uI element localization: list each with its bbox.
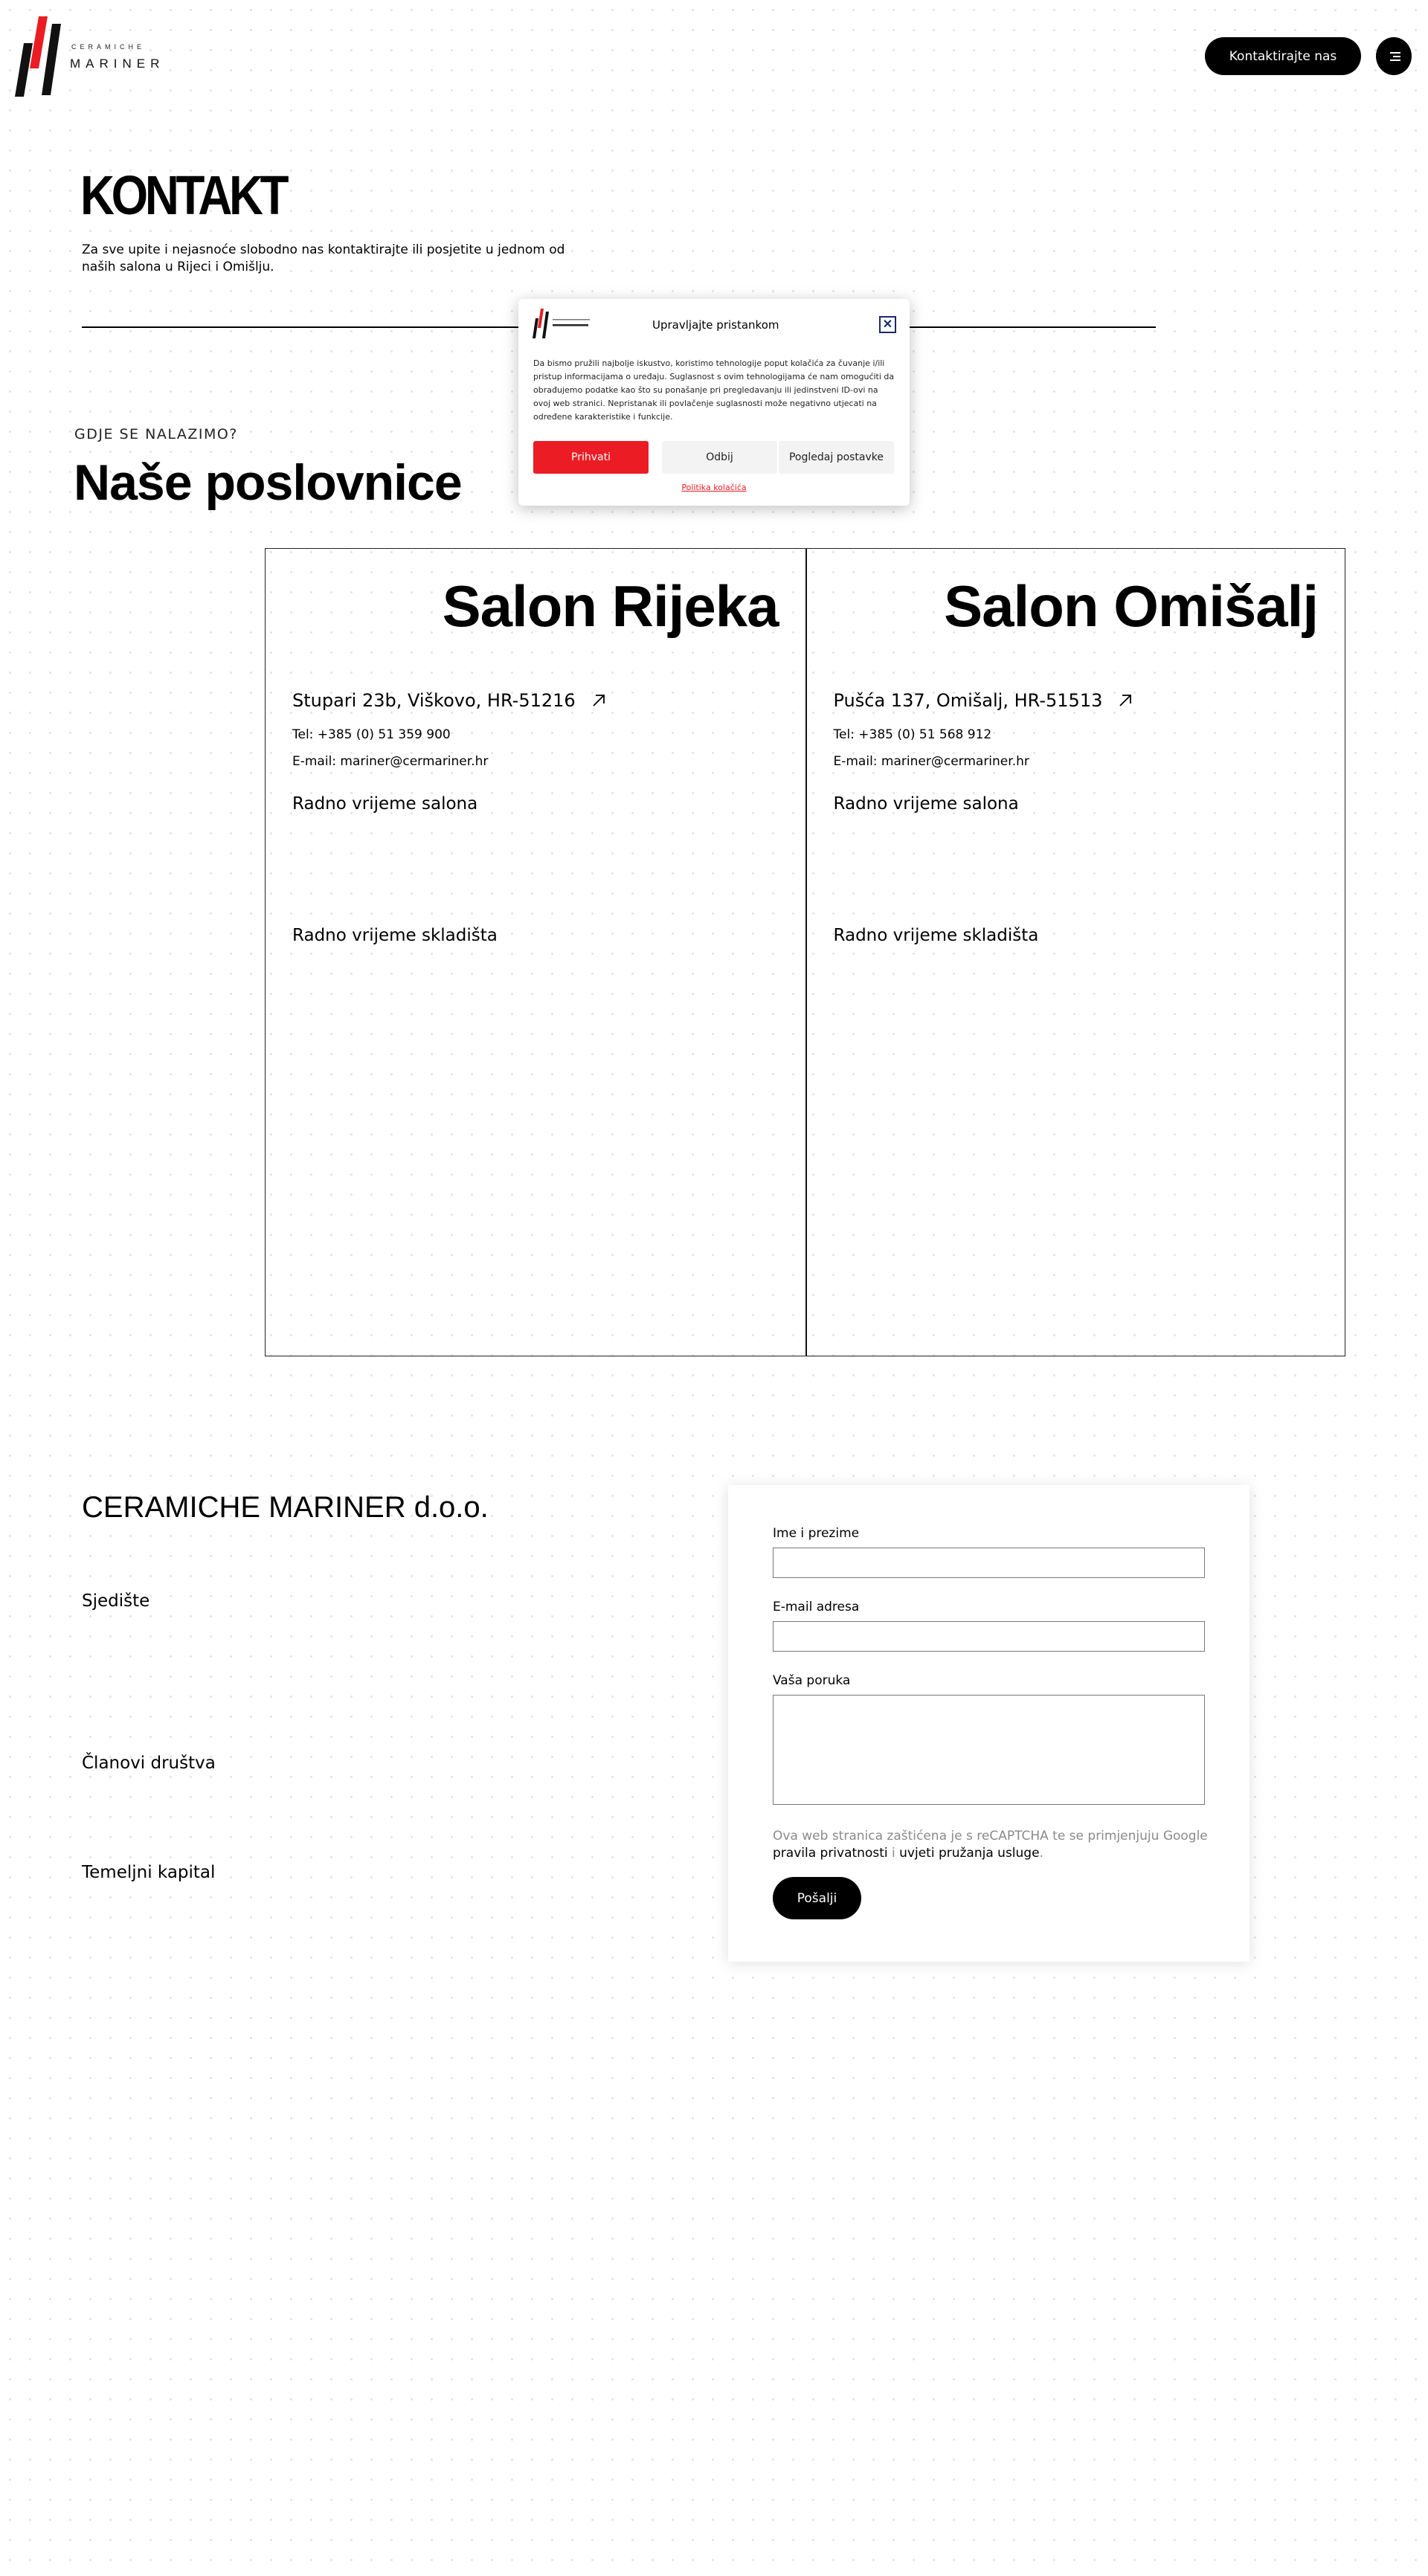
company-members-label: Članovi društva: [82, 1754, 216, 1773]
salon-email[interactable]: E-mail: mariner@cermariner.hr: [292, 754, 489, 769]
locations-kicker: GDJE SE NALAZIMO?: [74, 426, 238, 442]
privacy-link[interactable]: pravila privatnosti: [773, 1846, 888, 1861]
logo-text-bottom: MARINER: [70, 57, 165, 71]
site-logo[interactable]: [13, 13, 192, 99]
cookie-consent-modal: [518, 299, 910, 506]
accept-cookies-button[interactable]: Prihvati: [533, 441, 649, 474]
recaptcha-text: Ova web stranica zaštićena je s reCAPTCHA te se primjenjuju Google: [773, 1829, 1208, 1844]
close-icon[interactable]: ✕: [879, 316, 896, 333]
salon-phone[interactable]: Tel: +385 (0) 51 359 900: [292, 727, 451, 742]
salon-address: Stupari 23b, Viškovo, HR-51216: [292, 690, 576, 711]
salon-cards: [265, 548, 1345, 1356]
menu-button[interactable]: [1376, 37, 1412, 75]
salon-card-rijeka: [266, 549, 805, 1356]
page-title: KONTAKT: [80, 164, 286, 226]
salon-address: Pušća 137, Omišalj, HR-51513: [833, 690, 1103, 711]
cookie-logo-icon: [532, 307, 599, 340]
intro-text: Za sve upite i nejasnoće slobodno nas kontaktirajte ili posjetite u jednom od naših salona u Rijeci i Omišlju.: [82, 242, 565, 274]
logo-text-top: CERAMICHE: [71, 43, 146, 51]
email-label: E-mail adresa: [773, 1600, 860, 1614]
salon-address-link[interactable]: [292, 690, 607, 711]
warehouse-hours-heading: Radno vrijeme skladišta: [833, 926, 1039, 945]
recaptcha-note: [773, 1828, 1212, 1862]
salon-address-link[interactable]: [834, 690, 1134, 711]
contact-form: [728, 1485, 1250, 1962]
salon-hours-heading: Radno vrijeme salona: [833, 794, 1019, 814]
view-preferences-button[interactable]: Pogledaj postavke: [779, 441, 894, 474]
warehouse-hours-heading: Radno vrijeme skladišta: [292, 926, 498, 945]
name-label: Ime i prezime: [773, 1526, 860, 1541]
cookie-title: Upravljajte pristankom: [652, 318, 779, 332]
recaptcha-and: i: [892, 1846, 895, 1861]
email-field[interactable]: [773, 1621, 1205, 1652]
salon-hours-heading: Radno vrijeme salona: [292, 794, 478, 814]
deny-cookies-button[interactable]: Odbij: [662, 441, 777, 474]
company-seat-label: Sjedište: [82, 1591, 150, 1611]
message-field[interactable]: [773, 1695, 1205, 1805]
contact-us-button[interactable]: Kontaktirajte nas: [1205, 37, 1361, 75]
logo-mark-icon: [13, 13, 73, 99]
salon-phone[interactable]: Tel: +385 (0) 51 568 912: [833, 727, 992, 742]
menu-icon-line: [1390, 59, 1400, 61]
company-capital-label: Temeljni kapital: [82, 1863, 216, 1882]
cookie-policy-link[interactable]: Politika kolačića: [681, 483, 747, 492]
external-arrow-icon: [1117, 692, 1133, 709]
message-label: Vaša poruka: [773, 1673, 851, 1688]
external-arrow-icon: [591, 692, 607, 709]
recaptcha-period: .: [1039, 1846, 1043, 1861]
salon-email[interactable]: E-mail: mariner@cermariner.hr: [833, 754, 1029, 769]
name-field[interactable]: [773, 1548, 1205, 1578]
cookie-text: Da bismo pružili najbolje iskustvo, koristimo tehnologije poput kolačića za čuvanje i/ili pristup informacijama o uređaju. Suglasnost s ovim tehnologijama će nam omogućiti da obrađujemo podatke kao što su ponašanje pri pregledavanju ili jedinstveni ID-ovi na ovoj web stranici. Nepristanak ili povlačenje suglasnosti može negativno utjecati na određene karakteristike i funkcije.: [533, 358, 895, 422]
salon-title: Salon Rijeka: [442, 573, 779, 639]
menu-icon: [1390, 52, 1400, 54]
terms-link[interactable]: uvjeti pružanja usluge: [899, 1846, 1040, 1861]
company-name: CERAMICHE MARINER d.o.o.: [82, 1491, 489, 1524]
submit-button[interactable]: Pošalji: [773, 1877, 861, 1919]
salon-card-omisalj: [805, 549, 1345, 1356]
menu-icon-line: [1393, 56, 1400, 57]
salon-title: Salon Omišalj: [944, 573, 1318, 639]
locations-title: Naše poslovnice: [74, 454, 462, 511]
